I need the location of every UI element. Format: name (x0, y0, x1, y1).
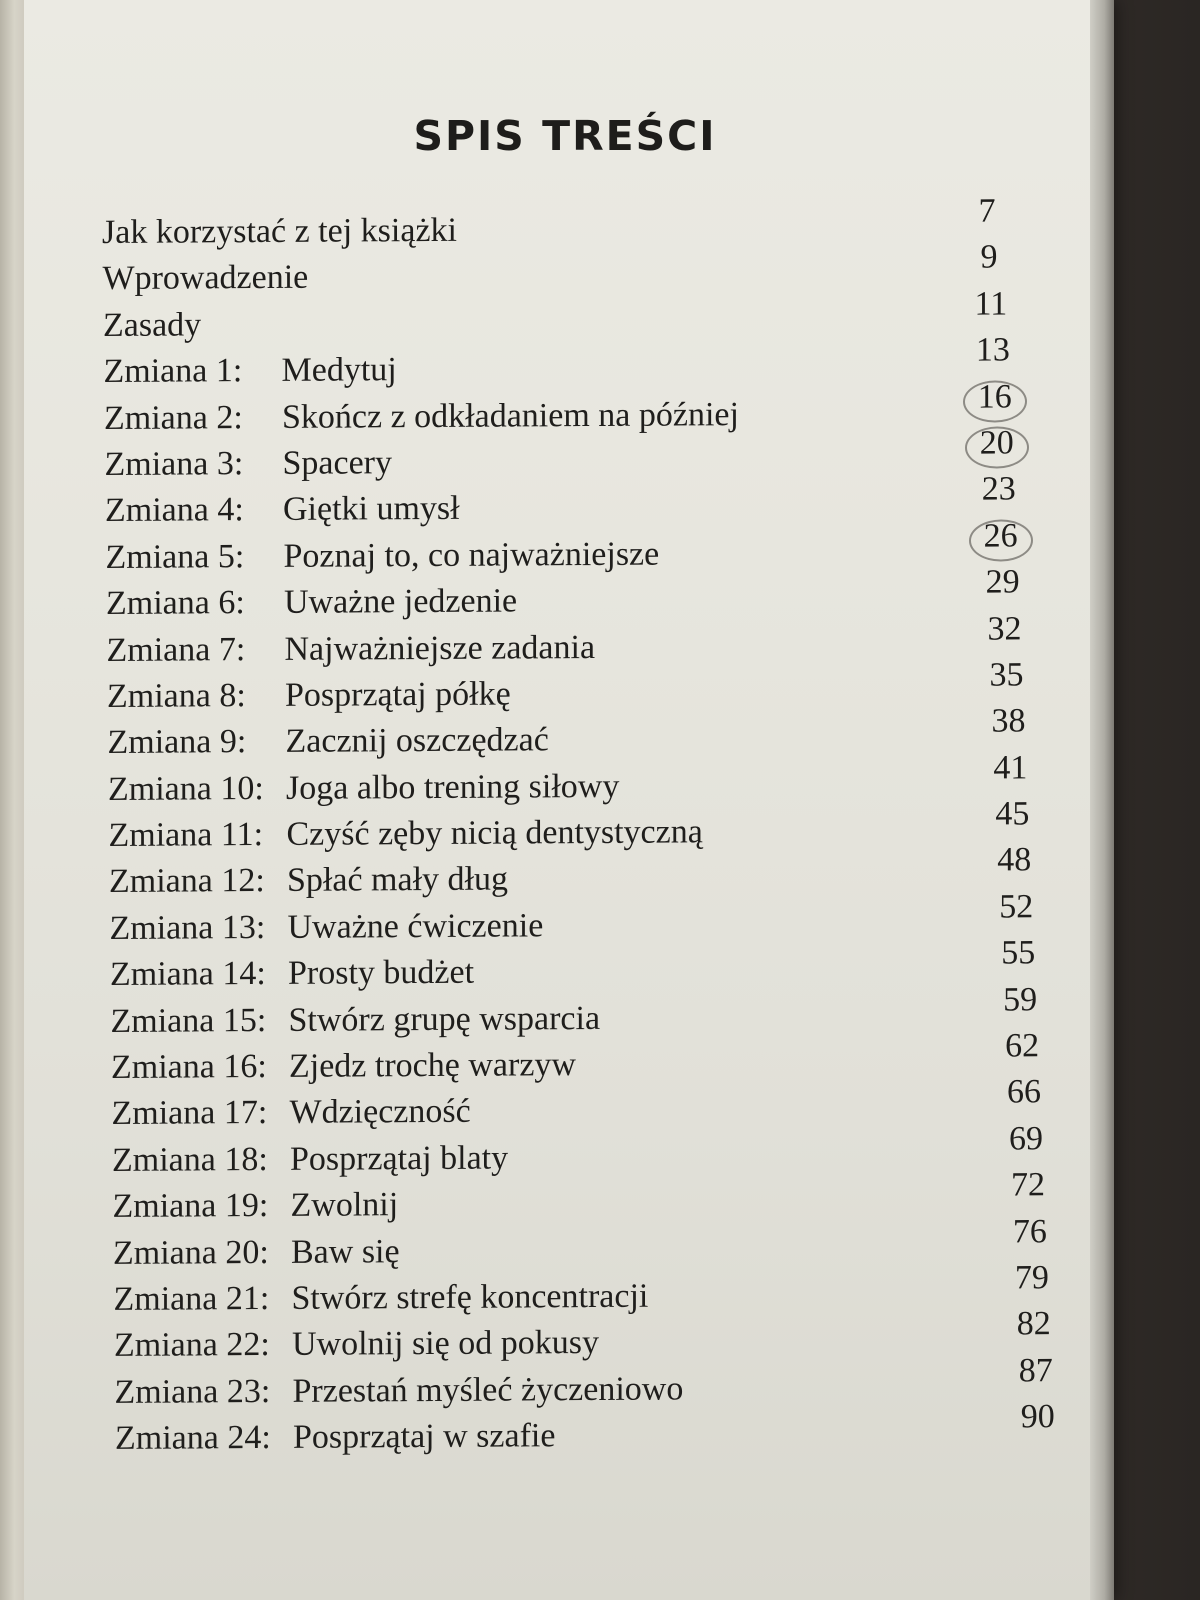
toc-entry-page: 87 (1018, 1351, 1053, 1390)
toc-entry-title: Spłać mały dług (287, 860, 508, 900)
toc-entry-title: Baw się (291, 1232, 400, 1271)
toc-entry-prefix: Zmiana 1: (103, 352, 243, 391)
toc-entry-page: 52 (999, 888, 1034, 926)
toc-entry-prefix: Zmiana 17: (111, 1094, 268, 1133)
toc-entry-title: Poznaj to, co najważniejsze (283, 535, 660, 575)
toc-entry-page: 13 (975, 331, 1010, 369)
toc-entry (108, 795, 1034, 859)
toc-entry-prefix: Zmiana 5: (105, 537, 245, 576)
toc-entry (105, 517, 1031, 581)
toc-entry-prefix: Wprowadzenie (102, 259, 309, 298)
toc-entry (114, 1305, 1051, 1370)
toc-entry-prefix: Zmiana 2: (104, 398, 243, 437)
previous-page-edge (0, 0, 24, 1600)
toc-entry-page: 72 (1010, 1166, 1045, 1204)
toc-entry-title: Uważne ćwiczenie (287, 907, 544, 946)
toc-entry-page: 59 (1003, 980, 1038, 1019)
toc-entry (115, 1398, 1055, 1462)
toc-entry-title: Spacery (282, 444, 393, 482)
toc-entry-page-circled: 20 (967, 420, 1027, 467)
toc-entry-title: Uwolnij się od pokusy (292, 1324, 599, 1364)
toc-entry-prefix: Jak korzystać z tej książki (102, 211, 457, 251)
toc-entry (109, 841, 1034, 906)
toc-entry-label (113, 1183, 269, 1230)
toc-entry-label (113, 1230, 269, 1277)
toc-entry (112, 1120, 1043, 1184)
toc-entry (102, 192, 1027, 256)
toc-entry-title: Skończ z odkładaniem na później (282, 395, 739, 436)
toc-entry-title: Joga albo trening siłowy (286, 767, 620, 807)
toc-entry-prefix: Zmiana 3: (104, 445, 244, 483)
toc-entry-prefix: Zmiana 6: (106, 584, 245, 623)
toc-entry (111, 1027, 1040, 1091)
toc-entry-label (106, 534, 245, 581)
toc-entry-title: Czyść zęby nicią dentystyczną (286, 813, 703, 853)
toc-entry-prefix: Zmiana 11: (108, 816, 264, 855)
toc-entry-label (112, 1137, 268, 1184)
toc-entry-prefix: Zmiana 9: (107, 723, 247, 762)
toc-entry-label (112, 1090, 268, 1137)
toc-entry-prefix: Zmiana 19: (112, 1187, 269, 1226)
toc-entry-page: 55 (1001, 934, 1036, 972)
toc-entry-prefix: Zmiana 24: (115, 1419, 271, 1458)
toc-entry-title: Posprzątaj blaty (290, 1139, 509, 1178)
toc-entry (104, 424, 1030, 488)
toc-entry (113, 1259, 1049, 1323)
toc-entry-prefix: Zmiana 7: (106, 630, 246, 669)
toc-entry-prefix: Zmiana 13: (109, 908, 266, 947)
toc-entry (113, 1212, 1047, 1277)
toc-entry-page: 69 (1009, 1120, 1043, 1158)
page-title: SPIS TREŚCI (413, 112, 717, 160)
toc-entry-prefix: Zmiana 14: (110, 955, 266, 994)
toc-entry-page: 9 (980, 238, 998, 277)
toc-entry-prefix: Zmiana 15: (110, 1001, 267, 1040)
toc-entry-prefix: Zmiana 18: (112, 1140, 268, 1179)
toc-entry (105, 470, 1030, 535)
toc-entry-page: 29 (985, 563, 1020, 601)
toc-entry-label (108, 719, 247, 766)
toc-entry-page: 76 (1012, 1212, 1047, 1251)
toc-entry-page: 48 (997, 841, 1032, 879)
toc-entry (111, 1073, 1042, 1138)
toc-entry-page: 45 (995, 795, 1030, 833)
toc-entry-prefix: Zmiana 8: (107, 677, 246, 715)
toc-entry-title: Uważne jedzenie (284, 582, 518, 622)
toc-entry (103, 285, 1028, 349)
toc-entry-prefix: Zmiana 4: (105, 491, 244, 530)
toc-entry (109, 888, 1035, 952)
toc-entry-page-circled: 26 (971, 513, 1031, 560)
toc-entry (106, 609, 1032, 674)
toc-entry-title: Zwolnij (290, 1186, 399, 1225)
toc-entry (104, 378, 1029, 442)
toc-entry (110, 934, 1036, 999)
toc-entry-prefix: Zmiana 20: (113, 1233, 269, 1272)
toc-entry-label (103, 255, 309, 303)
toc-entry-label (111, 998, 267, 1045)
toc-entry-page: 66 (1007, 1073, 1042, 1111)
toc-entry-page: 79 (1014, 1259, 1049, 1297)
toc-entry-prefix: Zmiana 12: (109, 862, 265, 901)
toc-entry-label (111, 1044, 267, 1091)
toc-entry (106, 563, 1031, 627)
toc-entry-page: 82 (1016, 1305, 1051, 1343)
toc-entry-label (105, 487, 244, 534)
toc-entry-title: Zacznij oszczędzać (285, 721, 549, 761)
toc-entry-label (105, 441, 244, 488)
toc-entry-label (114, 1322, 270, 1369)
toc-entry (108, 749, 1033, 813)
toc-entry-page: 32 (987, 609, 1022, 648)
toc-entry-label (107, 627, 246, 674)
toc-entry-prefix: Zmiana 10: (108, 769, 264, 808)
toc-entry-title: Najważniejsze zadania (284, 628, 596, 668)
toc-entry-label (114, 1276, 270, 1323)
toc-entry (107, 656, 1032, 720)
toc-entry (112, 1166, 1045, 1230)
toc-entry-label (109, 812, 264, 859)
toc-entry-title: Prosty budżet (288, 953, 475, 993)
toc-entry-title: Zjedz trochę warzyw (289, 1046, 576, 1085)
toc-entry-label (106, 580, 245, 627)
toc-entry-label (110, 951, 266, 998)
toc-entry-title: Przestań myśleć życzeniowo (292, 1370, 684, 1410)
toc-entry-label (115, 1415, 271, 1462)
toc-entry-page: 23 (981, 470, 1016, 508)
toc-entry-page: 35 (989, 656, 1024, 694)
toc-entry-page: 41 (993, 749, 1028, 787)
toc-entry-label (107, 673, 246, 720)
toc-entry-prefix: Zmiana 22: (114, 1326, 270, 1365)
page-edge (1090, 0, 1114, 1600)
toc-entry-label (115, 1369, 271, 1416)
toc-entry (102, 238, 1028, 303)
toc-entry-label (103, 302, 201, 349)
toc-entry-page: 11 (974, 285, 1008, 323)
toc-entry-title: Stwórz strefę koncentracji (291, 1277, 649, 1317)
toc-entry-title: Giętki umysł (283, 490, 460, 529)
table-of-contents (102, 192, 1055, 1485)
toc-entry-title: Medytuj (281, 351, 397, 390)
toc-entry-label (104, 395, 243, 442)
toc-entry (114, 1351, 1053, 1416)
toc-entry (110, 980, 1038, 1045)
toc-entry-label (108, 766, 264, 813)
toc-entry-page: 90 (1020, 1398, 1055, 1436)
toc-entry-title: Posprzątaj półkę (285, 675, 511, 714)
toc-entry-title: Posprzątaj w szafie (293, 1417, 556, 1456)
toc-entry (103, 331, 1029, 396)
toc-entry-label (109, 858, 265, 905)
toc-entry-title: Stwórz grupę wsparcia (288, 999, 601, 1039)
toc-entry-prefix: Zmiana 23: (114, 1372, 271, 1411)
toc-entry-title: Wdzięczność (289, 1093, 471, 1132)
toc-entry-label (110, 905, 266, 952)
toc-entry-page: 7 (978, 192, 996, 230)
toc-entry (107, 702, 1033, 767)
toc-entry-prefix: Zmiana 16: (111, 1048, 267, 1086)
toc-entry-page-circled: 16 (965, 374, 1025, 421)
toc-entry-page: 38 (991, 702, 1026, 740)
toc-entry-label (102, 208, 457, 257)
toc-entry-label (104, 348, 243, 395)
toc-entry-prefix: Zmiana 21: (113, 1279, 270, 1318)
toc-entry-prefix: Zasady (103, 306, 202, 344)
toc-entry-page: 62 (1005, 1027, 1040, 1065)
